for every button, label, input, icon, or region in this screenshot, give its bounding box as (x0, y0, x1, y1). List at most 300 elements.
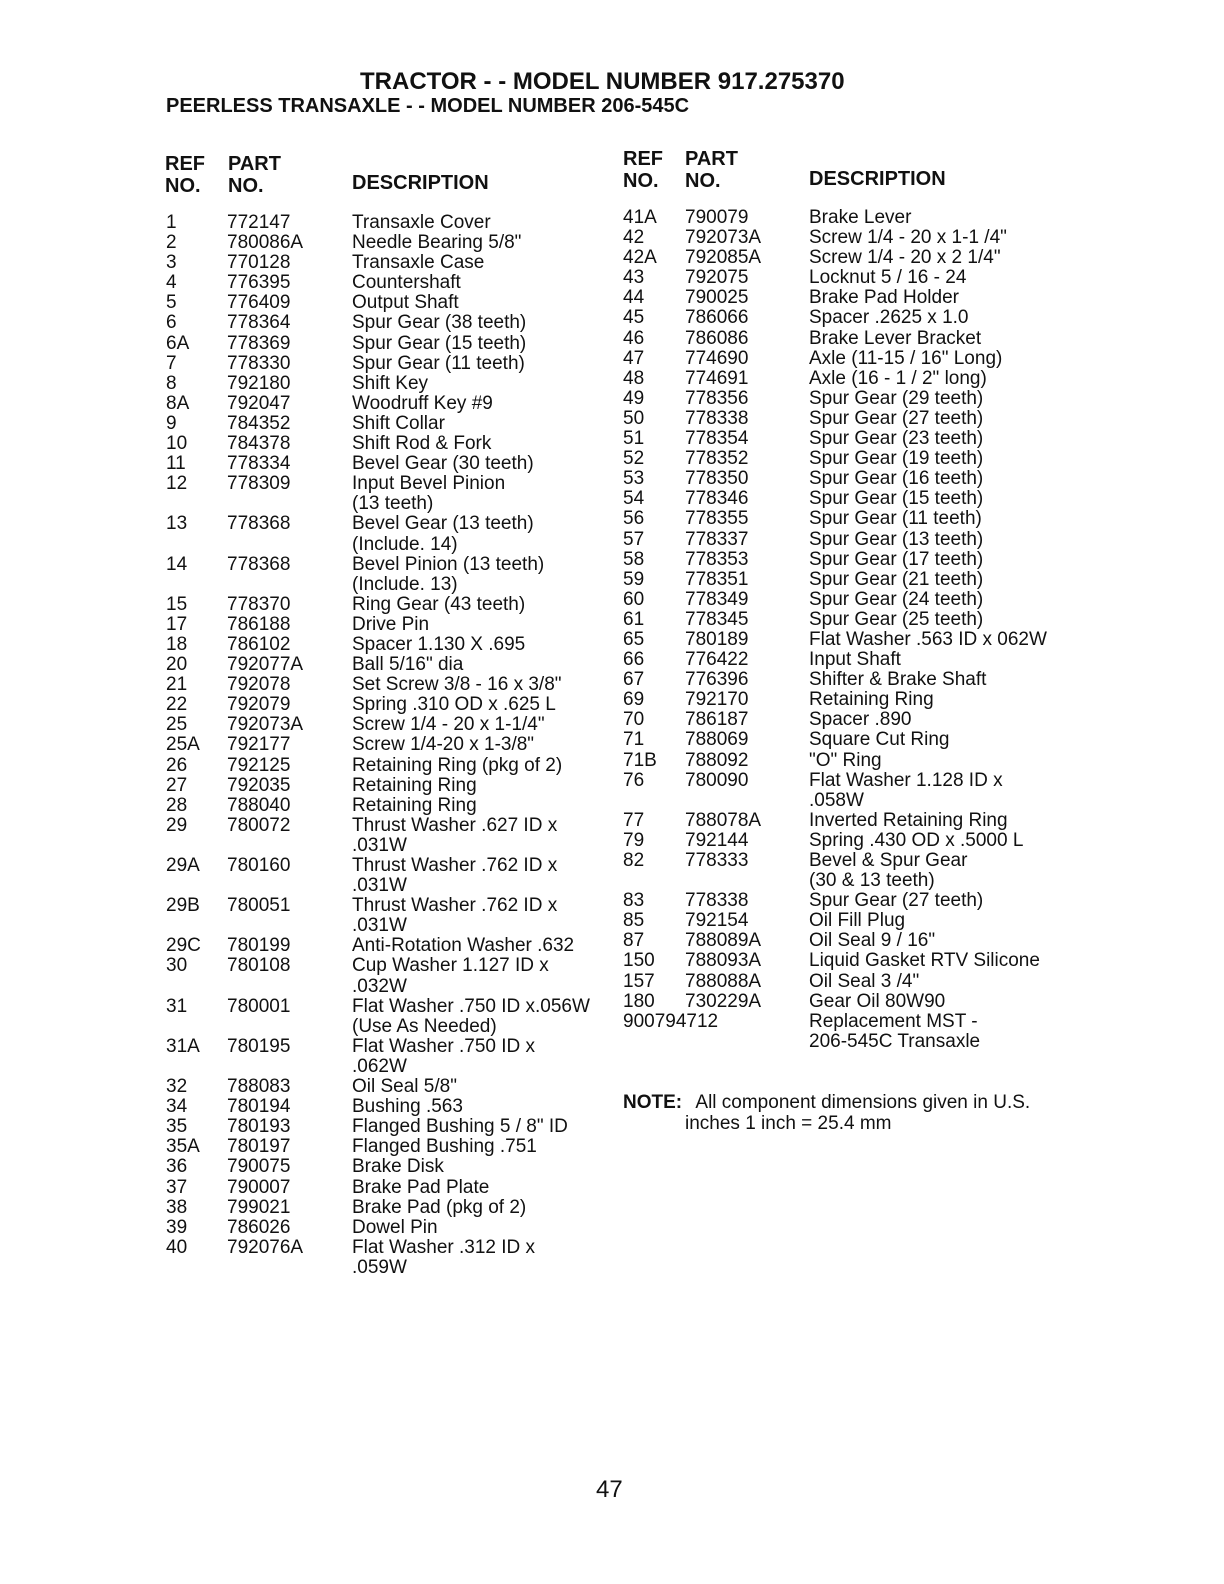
parts-row (166, 1037, 612, 1077)
part-number: 788069 (685, 729, 749, 751)
part-description: Spur Gear (11 teeth) (352, 352, 525, 374)
part-number: 778345 (685, 608, 749, 630)
part-description: Shift Rod & Fork (352, 433, 492, 455)
part-number: 780051 (227, 895, 291, 917)
right-header-ref: REF NO. (623, 148, 663, 192)
part-description: Retaining Ring (809, 689, 934, 711)
ref-number: 31A (166, 1035, 200, 1057)
part-description: Screw 1/4 - 20 x 1-1 /4" (809, 227, 1007, 249)
parts-row (166, 956, 612, 996)
part-number: 792035 (227, 774, 291, 796)
part-number: 792078 (227, 674, 291, 696)
ref-number: 52 (623, 448, 645, 470)
part-number: 778337 (685, 528, 749, 550)
part-number: 776422 (685, 649, 749, 671)
part-number: 786026 (227, 1216, 291, 1238)
part-description: Spur Gear (17 teeth) (809, 548, 984, 570)
ref-number: 44 (623, 287, 645, 309)
parts-row (166, 253, 612, 273)
part-description: Oil Fill Plug (809, 910, 906, 932)
parts-row (166, 454, 612, 474)
part-number: 780194 (227, 1096, 291, 1118)
ref-number: 40 (166, 1236, 188, 1258)
part-number: 776395 (227, 272, 291, 294)
ref-number: 45 (623, 307, 645, 329)
parts-row (166, 1137, 612, 1157)
part-description: Spur Gear (23 teeth) (809, 428, 984, 450)
part-number: 778351 (685, 568, 749, 590)
ref-number: 22 (166, 694, 188, 716)
parts-row (623, 811, 1079, 831)
part-number: 778356 (685, 387, 749, 409)
part-number: 778309 (227, 473, 291, 495)
part-number: 792077A (227, 654, 304, 676)
parts-row (623, 851, 1079, 891)
note-line1: All component dimensions given in U.S. (695, 1092, 1031, 1113)
part-number: 792079 (227, 694, 291, 716)
part-number: 778368 (227, 513, 291, 535)
right-header-part: PART NO. (685, 148, 738, 192)
parts-row (166, 273, 612, 293)
page-title: TRACTOR - - MODEL NUMBER 917.275370 (360, 68, 845, 95)
parts-row (166, 1218, 612, 1238)
parts-row (166, 334, 612, 354)
parts-row (623, 690, 1079, 710)
part-description: Spur Gear (25 teeth) (809, 608, 984, 630)
part-number: 788078A (685, 809, 762, 831)
ref-number: 77 (623, 809, 645, 831)
part-number: 778334 (227, 453, 291, 475)
ref-number: 34 (166, 1096, 188, 1118)
part-description: Input Shaft (809, 649, 901, 671)
part-number: 792177 (227, 734, 291, 756)
part-description: Bevel Gear (13 teeth) (Include. 14) (352, 513, 534, 555)
part-number: 792085A (685, 247, 762, 269)
part-number: 772147 (227, 212, 291, 233)
part-description: Spur Gear (24 teeth) (809, 588, 984, 610)
part-description: Spring .310 OD x .625 L (352, 694, 556, 716)
part-description: Flat Washer .563 ID x 062W (809, 628, 1047, 650)
ref-number: 10 (166, 433, 188, 455)
parts-row (166, 414, 612, 434)
part-number: 780197 (227, 1136, 291, 1158)
part-description: Brake Pad Plate (352, 1176, 490, 1198)
ref-number: 157 (623, 970, 655, 992)
dimension-note (623, 1092, 1031, 1134)
ref-number: 6A (166, 332, 190, 354)
parts-row (623, 449, 1079, 469)
part-description: Shift Key (352, 372, 429, 394)
ref-number: 3 (166, 252, 177, 274)
parts-row (623, 992, 1079, 1012)
ref-number: 12 (166, 473, 188, 495)
ref-number: 53 (623, 468, 645, 490)
ref-number: 42 (623, 227, 645, 249)
parts-row (166, 856, 612, 896)
parts-row (623, 349, 1079, 369)
part-description: Axle (16 - 1 / 2" long) (809, 367, 987, 389)
part-number: 776396 (685, 669, 749, 691)
ref-number: 41A (623, 207, 657, 228)
part-description: Ring Gear (43 teeth) (352, 593, 526, 615)
parts-row (166, 555, 612, 595)
parts-row (166, 233, 612, 253)
parts-row (166, 675, 612, 695)
ref-number: 60 (623, 588, 645, 610)
parts-row (623, 730, 1079, 750)
ref-number: 7 (166, 352, 177, 374)
part-description: Spur Gear (27 teeth) (809, 890, 984, 912)
part-description: Spur Gear (15 teeth) (809, 488, 984, 510)
part-description: "O" Ring (809, 749, 882, 771)
part-number: 792073A (685, 227, 762, 249)
part-number: 780072 (227, 814, 291, 836)
part-number: 778330 (227, 352, 291, 374)
part-description: Oil Seal 9 / 16" (809, 930, 936, 952)
parts-row (166, 1238, 612, 1278)
part-description: Retaining Ring (352, 794, 477, 816)
ref-number: 47 (623, 347, 645, 369)
parts-row (623, 208, 1079, 228)
ref-number: 82 (623, 850, 645, 871)
part-description: Retaining Ring (pkg of 2) (352, 754, 563, 776)
parts-row (166, 936, 612, 956)
ref-number: 30 (166, 955, 188, 977)
part-description: Thrust Washer .762 ID x .031W (352, 895, 558, 937)
part-description: Transaxle Case (352, 252, 485, 274)
parts-row (623, 951, 1079, 971)
part-number: 788089A (685, 930, 762, 952)
parts-row (166, 434, 612, 454)
part-description: Oil Seal 3 /4" (809, 970, 920, 992)
part-number: 780160 (227, 855, 291, 876)
ref-number: 65 (623, 628, 645, 650)
part-description: Spur Gear (11 teeth) (809, 508, 982, 530)
part-description: Flanged Bushing .751 (352, 1136, 537, 1158)
parts-row (166, 796, 612, 816)
ref-number: 26 (166, 754, 188, 776)
part-number: 778354 (685, 428, 749, 450)
part-number: 784352 (227, 412, 291, 434)
part-description: Ball 5/16" dia (352, 654, 464, 676)
part-number: 792073A (227, 714, 304, 736)
ref-number: 71B (623, 749, 657, 771)
ref-number: 11 (166, 453, 186, 475)
ref-number: 50 (623, 407, 645, 429)
ref-number: 66 (623, 649, 645, 671)
parts-row (623, 288, 1079, 308)
parts-row (166, 354, 612, 374)
ref-number: 8A (166, 392, 190, 414)
parts-row (623, 268, 1079, 288)
part-number: 788088A (685, 970, 762, 992)
parts-row (623, 610, 1079, 630)
parts-row (623, 670, 1079, 690)
ref-number: 48 (623, 367, 645, 389)
parts-row (623, 228, 1079, 248)
part-number: 786187 (685, 709, 749, 731)
ref-number: 70 (623, 709, 645, 731)
ref-number: 18 (166, 633, 188, 655)
part-description: Flat Washer .312 ID x .059W (352, 1236, 536, 1278)
ref-number: 61 (623, 608, 645, 630)
ref-number: 49 (623, 387, 645, 409)
ref-number: 27 (166, 774, 188, 796)
ref-number: 67 (623, 669, 645, 691)
part-number: 770128 (227, 252, 291, 274)
parts-row (623, 771, 1079, 811)
parts-row (166, 394, 612, 414)
part-number: 774690 (685, 347, 749, 369)
parts-row (623, 308, 1079, 328)
part-description: Thrust Washer .627 ID x .031W (352, 814, 558, 856)
parts-row (166, 655, 612, 675)
ref-number: 87 (623, 930, 645, 952)
ref-number: 35A (166, 1136, 200, 1158)
part-description: Bevel Gear (30 teeth) (352, 453, 534, 475)
part-number: 780195 (227, 1035, 291, 1057)
part-description: Brake Lever (809, 207, 912, 228)
parts-row (623, 469, 1079, 489)
parts-row (166, 374, 612, 394)
part-description: Inverted Retaining Ring (809, 809, 1008, 831)
ref-number: 76 (623, 769, 645, 791)
ref-number: 4 (166, 272, 177, 294)
part-number: 790007 (227, 1176, 291, 1198)
part-description: Spacer 1.130 X .695 (352, 633, 526, 655)
part-description: Brake Pad Holder (809, 287, 959, 309)
part-description: Output Shaft (352, 292, 459, 314)
part-description: Brake Lever Bracket (809, 327, 982, 349)
part-number: 799021 (227, 1196, 291, 1218)
parts-row (166, 213, 612, 233)
parts-row (623, 248, 1079, 268)
ref-number: 29B (166, 895, 200, 917)
page-subtitle: PEERLESS TRANSAXLE - - MODEL NUMBER 206-545C (166, 95, 690, 117)
parts-row (623, 831, 1079, 851)
part-number: 778333 (685, 850, 749, 871)
part-description: Spur Gear (21 teeth) (809, 568, 984, 590)
part-number: 778355 (685, 508, 749, 530)
part-description: Screw 1/4 - 20 x 2 1/4" (809, 247, 1001, 269)
parts-row (166, 756, 612, 776)
ref-number: 28 (166, 794, 188, 816)
part-description: Screw 1/4 - 20 x 1-1/4" (352, 714, 545, 736)
part-description: Input Bevel Pinion (13 teeth) (352, 473, 506, 515)
ref-number: 21 (166, 674, 188, 696)
parts-row (623, 489, 1079, 509)
part-description: Spur Gear (38 teeth) (352, 312, 527, 334)
parts-row (166, 615, 612, 635)
part-number: 792076A (227, 1236, 304, 1258)
part-description: Spur Gear (27 teeth) (809, 407, 984, 429)
ref-number: 83 (623, 890, 645, 912)
left-header-ref: REF NO. (165, 153, 205, 197)
part-number: 778368 (227, 553, 291, 575)
note-label: NOTE: (623, 1092, 683, 1113)
part-description: Spur Gear (13 teeth) (809, 528, 984, 550)
part-number: 784378 (227, 433, 291, 455)
part-number: 780108 (227, 955, 291, 977)
part-number: 774691 (685, 367, 749, 389)
ref-number: 13 (166, 513, 188, 535)
ref-number: 36 (166, 1156, 188, 1178)
ref-number: 14 (166, 553, 188, 575)
part-number: 780189 (685, 628, 749, 650)
parts-row (623, 630, 1079, 650)
parts-row (623, 369, 1079, 389)
ref-number: 57 (623, 528, 645, 550)
part-number: 792170 (685, 689, 749, 711)
ref-number: 15 (166, 593, 188, 615)
part-description: Replacement MST - 206-545C Transaxle (809, 1010, 981, 1052)
ref-number: 9 (166, 412, 177, 434)
part-description: Bevel Pinion (13 teeth) (Include. 13) (352, 553, 545, 595)
part-description: Locknut 5 / 16 - 24 (809, 267, 967, 289)
part-description: Brake Disk (352, 1156, 444, 1178)
part-description: Shifter & Brake Shaft (809, 669, 987, 691)
ref-number: 25 (166, 714, 188, 736)
parts-row (166, 1097, 612, 1117)
part-description: Shift Collar (352, 412, 445, 434)
ref-number: 71 (623, 729, 645, 751)
part-description: Dowel Pin (352, 1216, 438, 1238)
ref-number: 29 (166, 814, 188, 836)
part-number: 780090 (685, 769, 749, 791)
parts-row (166, 1157, 612, 1177)
part-description: Spacer .2625 x 1.0 (809, 307, 969, 329)
part-number: 778370 (227, 593, 291, 615)
part-number: 788040 (227, 794, 291, 816)
parts-row (166, 816, 612, 856)
part-number: 780086A (227, 232, 304, 254)
parts-row (166, 635, 612, 655)
parts-row (166, 474, 612, 514)
part-number: 790025 (685, 287, 749, 309)
parts-row (623, 710, 1079, 730)
ref-number: 79 (623, 829, 645, 851)
parts-row (623, 389, 1079, 409)
left-header-description: DESCRIPTION (352, 172, 489, 194)
part-number: 786102 (227, 633, 291, 655)
part-description: Spur Gear (19 teeth) (809, 448, 984, 470)
part-number: 778338 (685, 407, 749, 429)
part-number: 730229A (685, 990, 762, 1012)
parts-row (623, 911, 1079, 931)
part-description: Spur Gear (15 teeth) (352, 332, 527, 354)
ref-number: 32 (166, 1076, 188, 1098)
part-number: 788083 (227, 1076, 291, 1098)
parts-row (166, 1178, 612, 1198)
parts-row (623, 931, 1079, 951)
part-description: Cup Washer 1.127 ID x .032W (352, 955, 549, 997)
part-description: Oil Seal 5/8" (352, 1076, 457, 1098)
part-description: Flat Washer 1.128 ID x .058W (809, 769, 1003, 811)
parts-row (623, 409, 1079, 429)
parts-row-replacement (623, 1012, 1079, 1052)
parts-row (623, 570, 1079, 590)
part-number: 792154 (685, 910, 749, 932)
parts-row (623, 550, 1079, 570)
part-number: 786066 (685, 307, 749, 329)
part-number: 778350 (685, 468, 749, 490)
ref-number: 900794712 (623, 1010, 719, 1032)
parts-row (623, 429, 1079, 449)
parts-row (166, 293, 612, 313)
ref-number: 37 (166, 1176, 188, 1198)
ref-number: 2 (166, 232, 177, 254)
parts-row (166, 735, 612, 755)
ref-number: 56 (623, 508, 645, 530)
part-number: 780193 (227, 1116, 291, 1138)
part-number: 778369 (227, 332, 291, 354)
parts-row (623, 590, 1079, 610)
ref-number: 51 (623, 428, 645, 450)
parts-row (623, 891, 1079, 911)
part-number: 778353 (685, 548, 749, 570)
part-number: 792047 (227, 392, 291, 414)
ref-number: 69 (623, 689, 645, 711)
parts-row (166, 896, 612, 936)
ref-number: 59 (623, 568, 645, 590)
part-number: 790079 (685, 207, 749, 228)
part-description: Spur Gear (16 teeth) (809, 468, 984, 490)
part-description: Liquid Gasket RTV Silicone (809, 950, 1040, 972)
part-number: 780001 (227, 995, 291, 1017)
ref-number: 6 (166, 312, 177, 334)
part-description: Gear Oil 80W90 (809, 990, 946, 1012)
ref-number: 1 (166, 212, 177, 233)
part-description: Flat Washer .750 ID x .062W (352, 1035, 536, 1077)
part-number: 778352 (685, 448, 749, 470)
ref-number: 25A (166, 734, 200, 756)
ref-number: 8 (166, 372, 177, 394)
left-parts-list (166, 213, 612, 1278)
ref-number: 42A (623, 247, 657, 269)
part-description: Spring .430 OD x .5000 L (809, 829, 1024, 851)
ref-number: 29C (166, 935, 201, 957)
part-description: Bushing .563 (352, 1096, 463, 1118)
part-description: Axle (11-15 / 16" Long) (809, 347, 1003, 369)
part-description: Screw 1/4-20 x 1-3/8" (352, 734, 535, 756)
ref-number: 54 (623, 488, 645, 510)
part-description: Bevel & Spur Gear (30 & 13 teeth) (809, 850, 968, 892)
ref-number: 35 (166, 1116, 188, 1138)
parts-row (166, 1198, 612, 1218)
parts-row (166, 695, 612, 715)
part-number: 778346 (685, 488, 749, 510)
ref-number: 17 (166, 613, 188, 635)
ref-number: 180 (623, 990, 655, 1012)
ref-number: 150 (623, 950, 655, 972)
parts-row (623, 530, 1079, 550)
part-description: Flat Washer .750 ID x.056W (Use As Needed) (352, 995, 590, 1037)
part-description: Spacer .890 (809, 709, 912, 731)
parts-row (166, 313, 612, 333)
part-description: Woodruff Key #9 (352, 392, 493, 414)
parts-row (623, 509, 1079, 529)
ref-number: 5 (166, 292, 177, 314)
part-number: 778338 (685, 890, 749, 912)
part-number: 778364 (227, 312, 291, 334)
ref-number: 38 (166, 1196, 188, 1218)
parts-row (166, 595, 612, 615)
part-description: Set Screw 3/8 - 16 x 3/8" (352, 674, 562, 696)
part-number: 786188 (227, 613, 291, 635)
note-line2: inches 1 inch = 25.4 mm (685, 1113, 892, 1134)
part-number: 788092 (685, 749, 749, 771)
part-description: Flanged Bushing 5 / 8" ID (352, 1116, 568, 1138)
